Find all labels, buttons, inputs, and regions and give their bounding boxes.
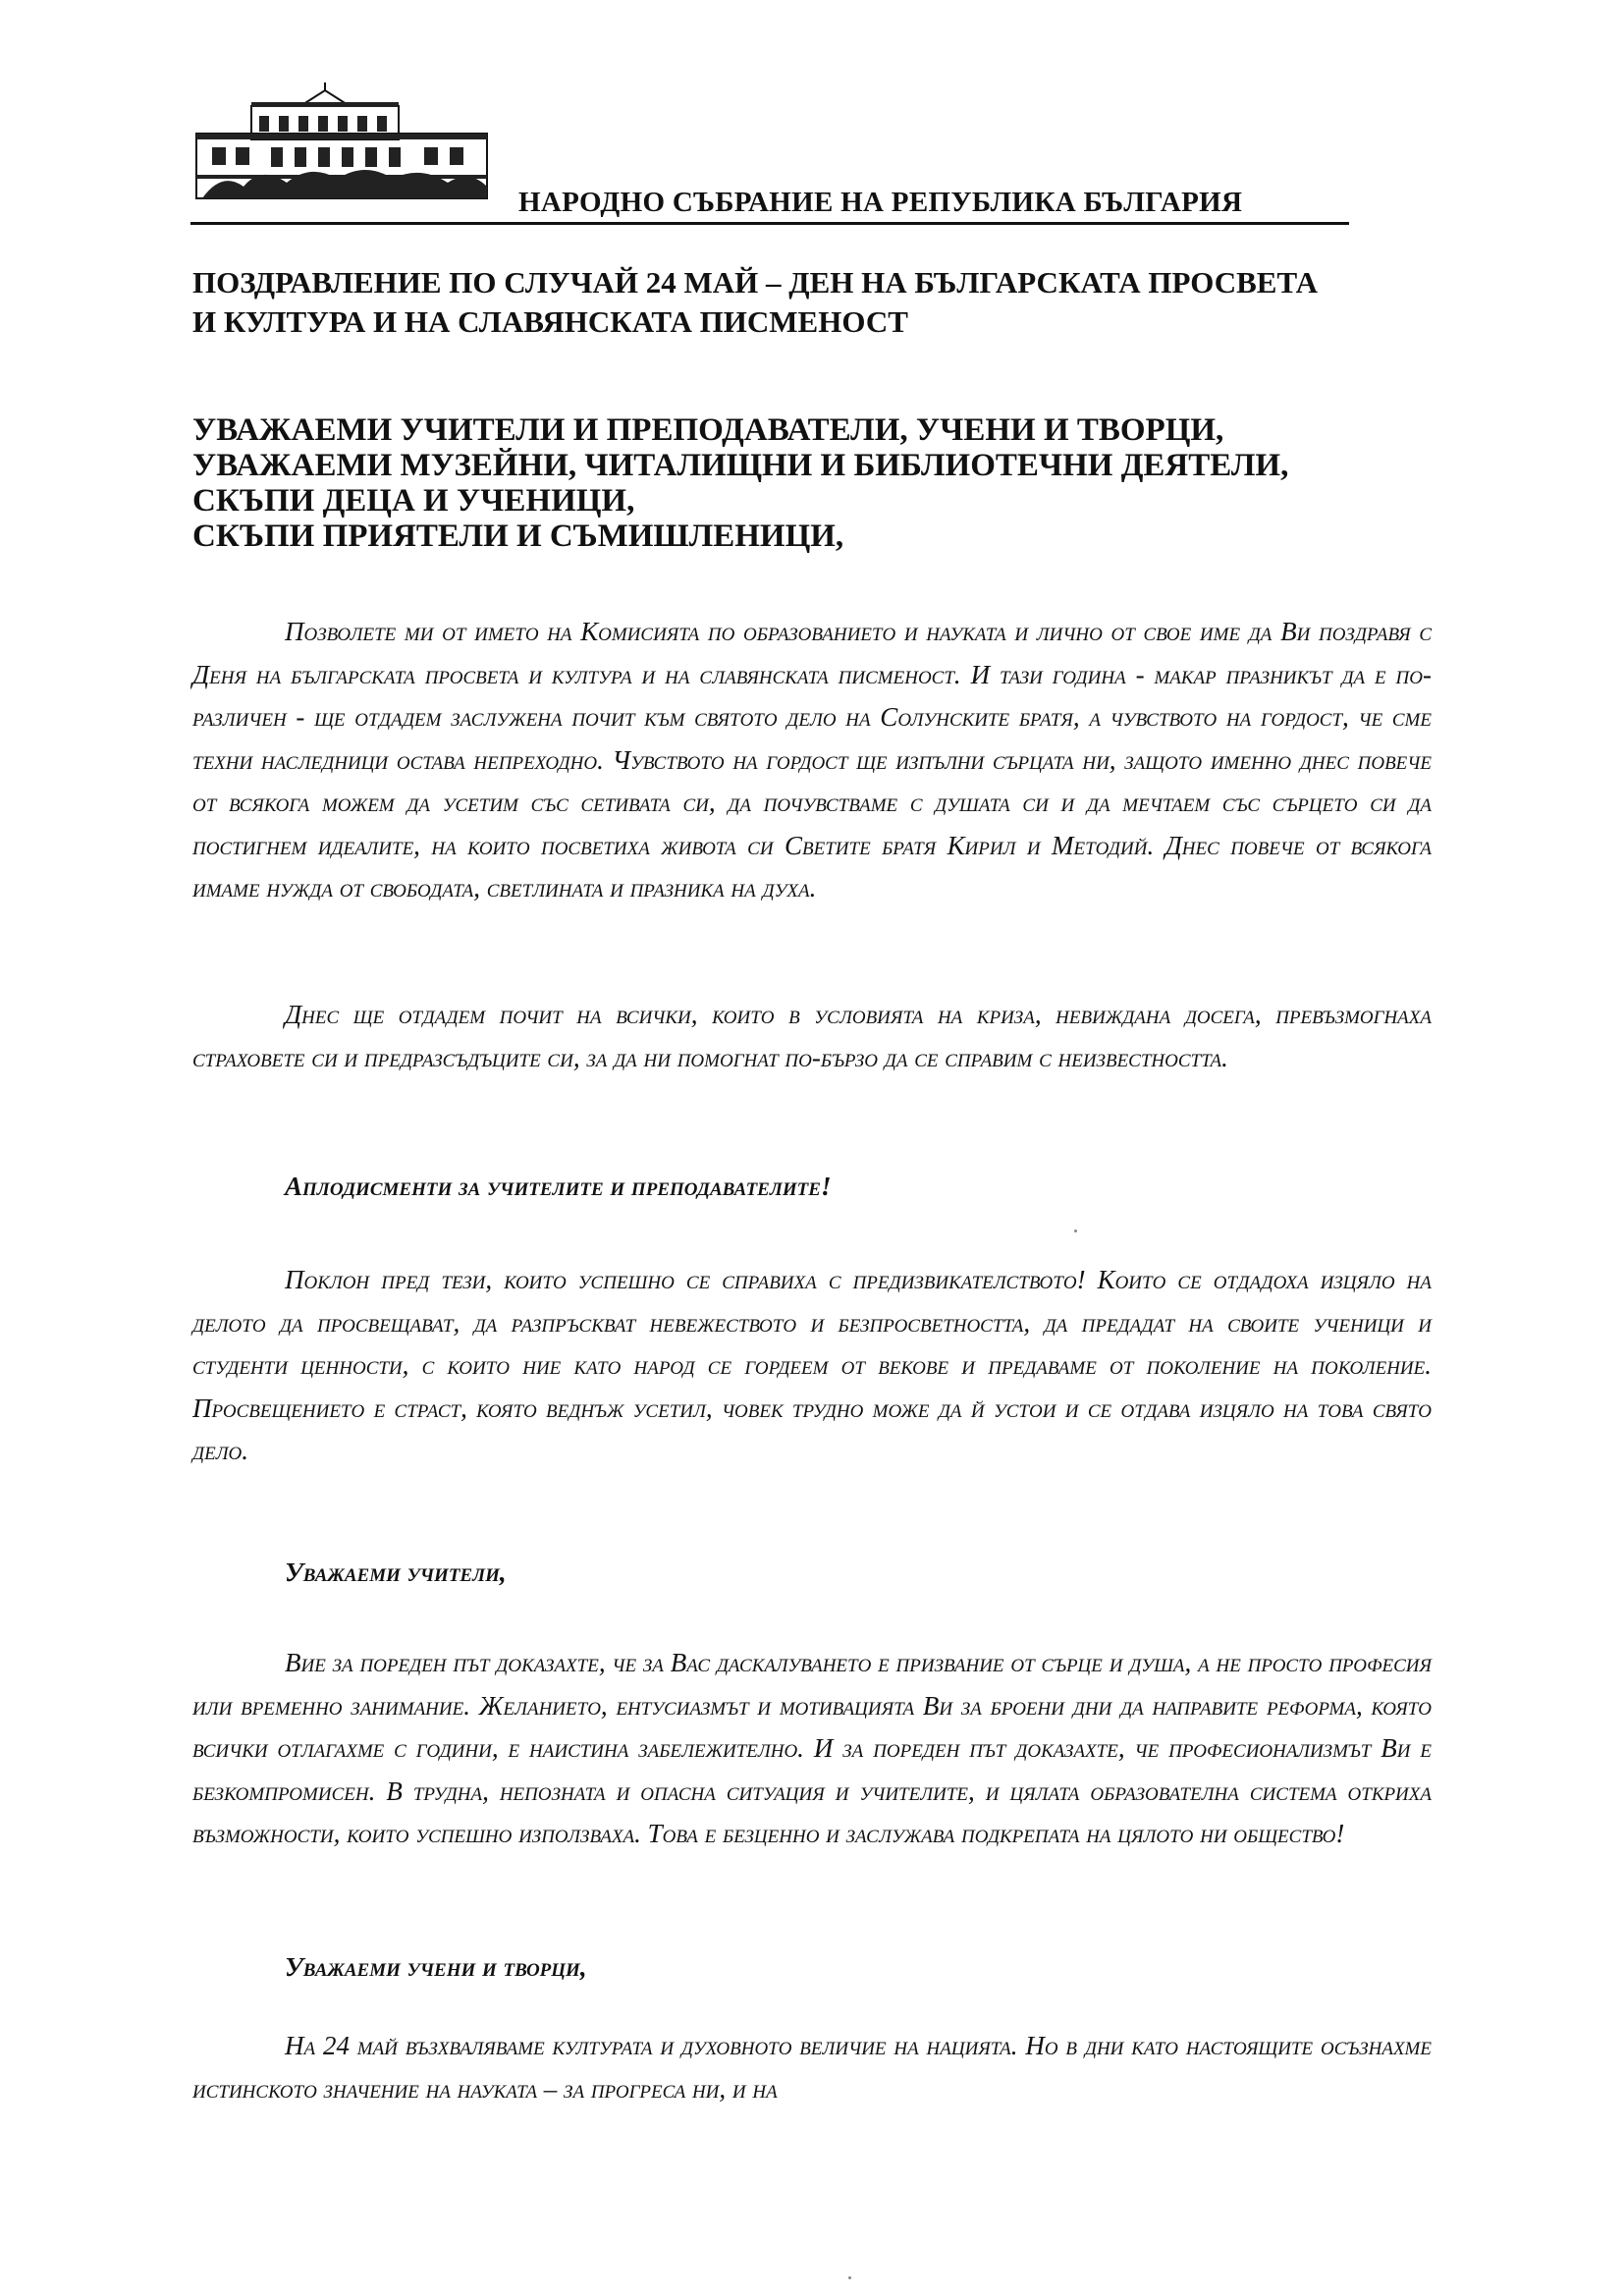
document-title	[192, 263, 1430, 342]
salutation-line: УВАЖАЕМИ МУЗЕЙНИ, ЧИТАЛИЩНИ И БИБЛИОТЕЧНИ ДЕЯТЕЛИ,	[192, 448, 1289, 483]
salutation-line: УВАЖАЕМИ УЧИТЕЛИ И ПРЕПОДАВАТЕЛИ, УЧЕНИ И ТВОРЦИ,	[192, 412, 1224, 448]
section-heading: Уважаеми учени и творци,	[285, 1952, 587, 1982]
document-title-line: И КУЛТУРА И НА СЛАВЯНСКАТА ПИСМЕНОСТ	[192, 304, 908, 339]
scan-speck	[1074, 1230, 1077, 1232]
salutation	[192, 412, 1410, 554]
body-paragraph: Вие за пореден път доказахте, че за Вас даскалуването е призвание от сърце и душа, а не просто професия или временно занимание. Желанието, ентусиазмът и мотивацията Ви за броени дни да направите реформа, която всички отлагахме с години, е наистина забележително. И за пореден път доказахте, че професионализмът Ви е безкомпромисен. В трудна, непозната и опасна ситуация и учителите, и цялата образователна система откриха възможности, които успешно използваха. Това е безценно и заслужава подкрепата на цялото ни общество!	[192, 1648, 1432, 1848]
document-title-line: ПОЗДРАВЛЕНИЕ ПО СЛУЧАЙ 24 МАЙ – ДЕН НА БЪЛГАРСКАТА ПРОСВЕТА	[192, 265, 1318, 300]
header-divider	[190, 222, 1349, 225]
body-paragraph: На 24 май възхваляваме културата и духовното величие на нацията. Но в дни като настоящите осъзнахме истинското значение на науката – за прогреса ни, и на	[192, 2031, 1432, 2104]
parliament-building-icon	[192, 81, 493, 204]
body-paragraph: Позволете ми от името на Комисията по образованието и науката и лично от свое име да Ви поздравя с Деня на българската просвета и култура и на славянската писменост. И тази година - макар празникът да е по-различен - ще отдадем заслужена почит към святото дело на Солунските братя, а чувството на гордост, че сме техни наследници остава непреходно. Чувството на гордост ще изпълни сърцата ни, защото именно днес повече от всякога можем да усетим със сетивата си, да почувстваме с душата си и да мечтаем със сърцето си да постигнем идеалите, на които посветиха живота си Светите братя Кирил и Методий. Днес повече от всякога имаме нужда от свободата, светлината и празника на духа.	[192, 617, 1432, 902]
scan-speck	[848, 2276, 851, 2279]
body-paragraph: Поклон пред тези, които успешно се справиха с предизвикателството! Които се отдадоха изцяло на делото да просвещават, да разпръскват невежеството и безпросветността, да предадат на своите ученици и студенти ценности, с които ние като народ се гордеем от векове и предаваме от поколение на поколение. Просвещението е страст, която веднъж усетил, човек трудно може да й устои и се отдава изцяло на това свято дело.	[192, 1265, 1432, 1465]
body-paragraph: Днес ще отдадем почит на всички, които в условията на криза, невиждана досега, превъзмогнаха страховете си и предразсъдъците си, за да ни помогнат по-бързо да се справим с неизвестността.	[192, 1000, 1432, 1072]
section-heading: Уважаеми учители,	[285, 1558, 507, 1587]
salutation-line: СКЪПИ ДЕЦА И УЧЕНИЦИ,	[192, 483, 635, 519]
salutation-line: СКЪПИ ПРИЯТЕЛИ И СЪМИШЛЕНИЦИ,	[192, 519, 844, 554]
section-heading: Аплодисменти за учителите и преподавателите!	[285, 1172, 832, 1201]
institution-name: НАРОДНО СЪБРАНИЕ НА РЕПУБЛИКА БЪЛГАРИЯ	[518, 187, 1243, 218]
